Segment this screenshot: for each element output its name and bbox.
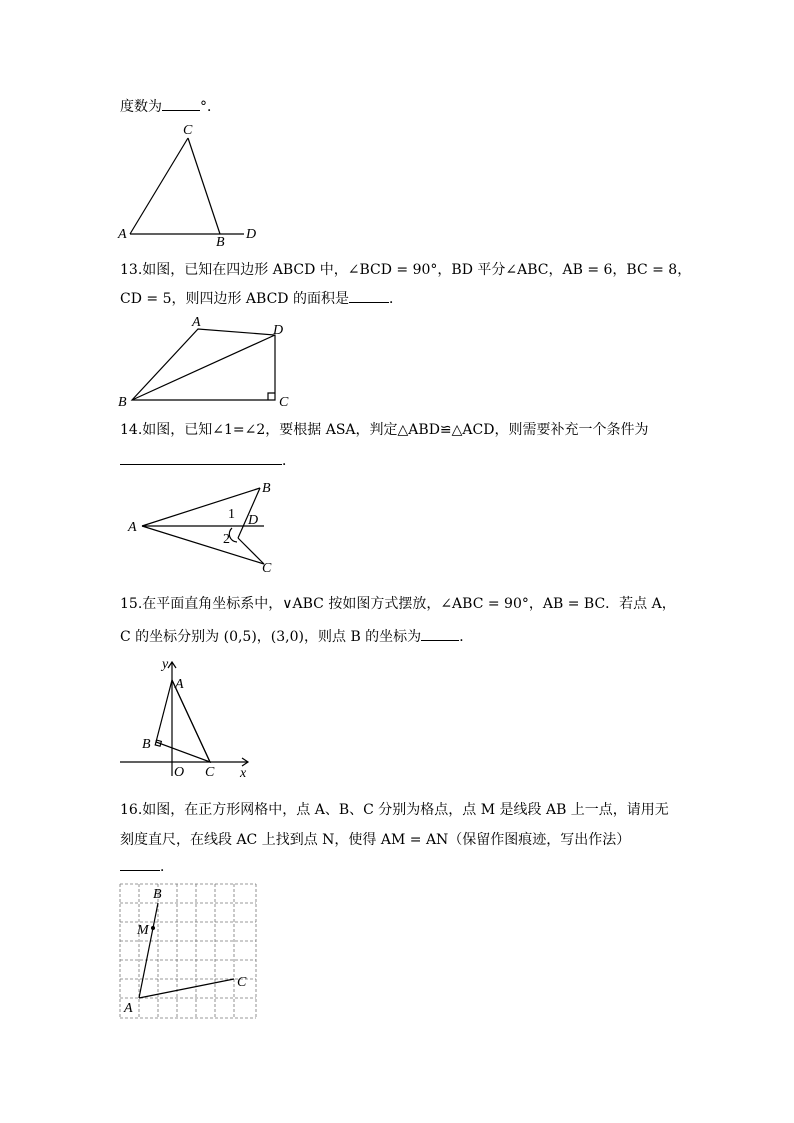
q12-label-a: A: [118, 227, 127, 242]
q16-answer-blank[interactable]: [120, 856, 160, 871]
q13-line-2: [120, 288, 403, 309]
q14-angle-1-label: 1: [228, 507, 235, 522]
q16-line-2: 刻度直尺，在线段 AC 上找到点 N，使得 AM = AN（保留作图痕迹，写出作法）: [120, 832, 631, 848]
q13-quad-abcd: [132, 329, 275, 400]
q15-label-b: B: [142, 737, 151, 752]
q14-label-d: D: [248, 513, 259, 528]
q16-line-3-end: ．: [160, 859, 174, 875]
q15-line-2: [120, 626, 473, 647]
q13-line-2-text: CD = 5，则四边形 ABCD 的面积是: [120, 291, 349, 307]
q13-label-d: D: [273, 323, 284, 338]
q14-label-b: B: [262, 481, 271, 496]
q16-label-c: C: [237, 975, 247, 990]
q12-label-d: D: [246, 227, 257, 242]
q14-side-ab: [142, 488, 260, 526]
q14-answer-blank[interactable]: [120, 450, 282, 465]
q12-answer-blank[interactable]: [162, 96, 200, 111]
q15-label-a: A: [175, 677, 184, 692]
q15-label-y: y: [162, 657, 169, 672]
q16-segment-ab: [139, 903, 158, 998]
q12-side-ac: [130, 138, 188, 234]
q12-label-c: C: [183, 123, 193, 138]
q13-right-angle-mark: [268, 393, 275, 400]
q15-coordinate-figure: [116, 656, 256, 782]
q12-tail-text: 度数为: [120, 99, 162, 115]
q14-angle-arc: [229, 528, 237, 542]
q16-label-m: M: [137, 923, 149, 938]
q16-label-b: B: [153, 887, 162, 902]
q12-side-cb: [188, 138, 220, 234]
q13-label-b: B: [118, 395, 127, 410]
q12-triangle-figure: [110, 118, 270, 250]
q14-figure: [120, 476, 290, 580]
q15-label-x: x: [240, 766, 247, 781]
q13-line-2-end: ．: [388, 291, 403, 307]
q16-line-3: [120, 856, 174, 877]
q15-label-c: C: [205, 765, 215, 780]
q12-answer-line: [120, 96, 221, 117]
q13-label-c: C: [279, 395, 289, 410]
q14-line-2: [120, 450, 296, 471]
q13-diagonal-bd: [132, 335, 275, 400]
q15-answer-blank[interactable]: [421, 626, 459, 641]
q15-line-1: 15.在平面直角坐标系中，∨ABC 按如图方式摆放，∠ABC = 90°，AB = BC．若点 A，: [120, 596, 676, 612]
q16-label-a: A: [124, 1001, 133, 1016]
q16-grid-figure: [118, 882, 260, 1020]
q14-line-2-end: ．: [282, 453, 296, 469]
q12-tail-end: °．: [200, 99, 221, 115]
q16-point-m: [151, 926, 155, 930]
q15-line-2-end: ．: [459, 629, 474, 645]
q15-label-o: O: [174, 765, 185, 780]
q15-triangle-abc: [156, 680, 210, 762]
q15-line-2-text: C 的坐标分别为 (0,5)，(3,0)，则点 B 的坐标为: [120, 629, 422, 645]
q13-label-a: A: [192, 315, 201, 330]
q13-line-1: 13.如图，已知在四边形 ABCD 中，∠BCD = 90°，BD 平分∠ABC，AB = 6，BC = 8，: [120, 262, 692, 278]
q12-label-b: B: [216, 235, 225, 250]
q14-line-1: 14.如图，已知∠1=∠2，要根据 ASA，判定△ABD≌△ACD，则需要补充一个条件为: [120, 422, 649, 438]
q14-label-c: C: [262, 561, 272, 576]
q13-quadrilateral-figure: [110, 312, 300, 410]
q14-angle-2-label: 2: [223, 532, 230, 547]
q16-segment-ac: [139, 979, 234, 998]
q13-answer-blank[interactable]: [349, 288, 389, 303]
q16-line-1: 16.如图，在正方形网格中，点 A、B、C 分别为格点，点 M 是线段 AB 上一点，请用无: [120, 802, 669, 818]
q14-label-a: A: [128, 520, 137, 535]
